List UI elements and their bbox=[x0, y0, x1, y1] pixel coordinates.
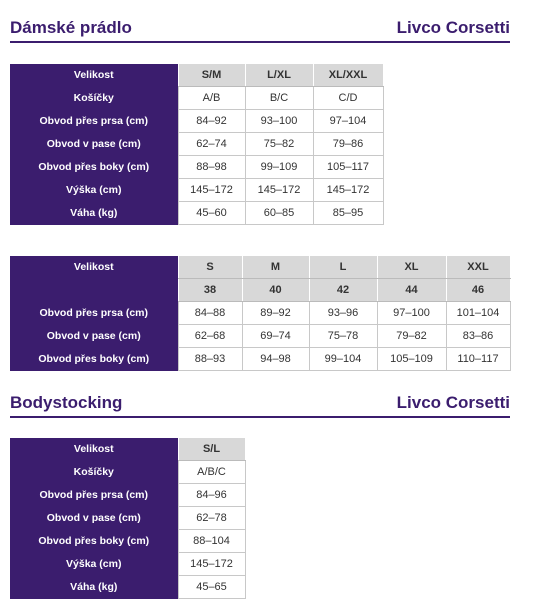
table-cell: C/D bbox=[313, 87, 383, 110]
table-cell: 84–88 bbox=[178, 302, 242, 325]
row-label: Obvod přes boky (cm) bbox=[10, 156, 178, 179]
table-row bbox=[10, 553, 245, 576]
table-cell: 60–85 bbox=[245, 202, 313, 225]
section-title: Dámské prádlo bbox=[10, 18, 132, 37]
section-title: Bodystocking bbox=[10, 393, 123, 412]
table-cell: 85–95 bbox=[313, 202, 383, 225]
table-cell: 88–93 bbox=[178, 348, 242, 371]
table-cell: 105–117 bbox=[313, 156, 383, 179]
size-header-cell: S bbox=[178, 256, 242, 279]
row-label: Košíčky bbox=[10, 87, 178, 110]
size-header-cell: XL bbox=[377, 256, 446, 279]
row-label: Košíčky bbox=[10, 461, 178, 484]
table-cell: 88–104 bbox=[178, 530, 245, 553]
row-label: Výška (cm) bbox=[10, 553, 178, 576]
table-cell: 145–172 bbox=[245, 179, 313, 202]
size-table-lingerie bbox=[10, 63, 384, 225]
size-header-cell: L bbox=[309, 256, 377, 279]
size-header-cell: S/M bbox=[178, 64, 245, 87]
size-table-bodystocking bbox=[10, 437, 246, 599]
table-cell: 89–92 bbox=[242, 302, 309, 325]
row-label: Obvod přes boky (cm) bbox=[10, 530, 178, 553]
table-cell: 45–60 bbox=[178, 202, 245, 225]
row-label: Obvod přes prsa (cm) bbox=[10, 110, 178, 133]
table-cell: 93–96 bbox=[309, 302, 377, 325]
table-cell: A/B/C bbox=[178, 461, 245, 484]
size-header-cell: S/L bbox=[178, 438, 245, 461]
table-cell: 110–117 bbox=[446, 348, 510, 371]
row-label: Velikost bbox=[10, 256, 178, 302]
table-cell: 79–82 bbox=[377, 325, 446, 348]
brand-name: Livco Corsetti bbox=[396, 18, 510, 37]
table-row bbox=[10, 133, 383, 156]
table-cell: 88–98 bbox=[178, 156, 245, 179]
table-row bbox=[10, 202, 383, 225]
size-header-cell: M bbox=[242, 256, 309, 279]
table-cell: 75–78 bbox=[309, 325, 377, 348]
row-label: Velikost bbox=[10, 64, 178, 87]
table-cell: 101–104 bbox=[446, 302, 510, 325]
row-label: Obvod přes prsa (cm) bbox=[10, 484, 178, 507]
table-cell: 105–109 bbox=[377, 348, 446, 371]
row-label: Obvod v pase (cm) bbox=[10, 507, 178, 530]
row-label: Velikost bbox=[10, 438, 178, 461]
size-table-lingerie-body bbox=[10, 64, 383, 225]
section-header-bodystocking bbox=[10, 393, 510, 418]
table-row bbox=[10, 325, 510, 348]
table-cell: 94–98 bbox=[242, 348, 309, 371]
eu-size-cell: 40 bbox=[242, 279, 309, 302]
table-row bbox=[10, 348, 510, 371]
row-label: Obvod v pase (cm) bbox=[10, 133, 178, 156]
eu-size-cell: 38 bbox=[178, 279, 242, 302]
table-cell: 83–86 bbox=[446, 325, 510, 348]
eu-size-cell: 44 bbox=[377, 279, 446, 302]
table-row bbox=[10, 302, 510, 325]
table-cell: B/C bbox=[245, 87, 313, 110]
table-cell: 145–172 bbox=[313, 179, 383, 202]
row-label: Váha (kg) bbox=[10, 202, 178, 225]
table-row bbox=[10, 507, 245, 530]
eu-size-cell: 42 bbox=[309, 279, 377, 302]
size-header-cell: XXL bbox=[446, 256, 510, 279]
row-label: Obvod v pase (cm) bbox=[10, 325, 178, 348]
table-row bbox=[10, 179, 383, 202]
table-row bbox=[10, 438, 245, 461]
eu-size-cell: 46 bbox=[446, 279, 510, 302]
table-cell: 79–86 bbox=[313, 133, 383, 156]
table-cell: 97–104 bbox=[313, 110, 383, 133]
table-row bbox=[10, 256, 510, 279]
table-cell: 93–100 bbox=[245, 110, 313, 133]
table-cell: 62–78 bbox=[178, 507, 245, 530]
table-cell: 62–68 bbox=[178, 325, 242, 348]
row-label: Obvod přes boky (cm) bbox=[10, 348, 178, 371]
table-cell: 97–100 bbox=[377, 302, 446, 325]
table-cell: 99–104 bbox=[309, 348, 377, 371]
size-table-bodystocking-body bbox=[10, 438, 245, 599]
table-cell: 62–74 bbox=[178, 133, 245, 156]
table-cell: 84–96 bbox=[178, 484, 245, 507]
table-row bbox=[10, 64, 383, 87]
table-cell: 75–82 bbox=[245, 133, 313, 156]
table-row bbox=[10, 530, 245, 553]
brand-name: Livco Corsetti bbox=[396, 393, 510, 412]
table-row bbox=[10, 110, 383, 133]
section-header-damske-pradlo bbox=[10, 18, 510, 43]
row-label: Obvod přes prsa (cm) bbox=[10, 302, 178, 325]
table-cell: 145–172 bbox=[178, 553, 245, 576]
size-table-eu-sizes-body bbox=[10, 256, 510, 371]
table-cell: 84–92 bbox=[178, 110, 245, 133]
table-cell: 45–65 bbox=[178, 576, 245, 599]
table-cell: 69–74 bbox=[242, 325, 309, 348]
table-cell: 99–109 bbox=[245, 156, 313, 179]
row-label: Váha (kg) bbox=[10, 576, 178, 599]
table-cell: A/B bbox=[178, 87, 245, 110]
table-row bbox=[10, 576, 245, 599]
size-table-eu-sizes bbox=[10, 255, 511, 371]
table-row bbox=[10, 461, 245, 484]
row-label: Výška (cm) bbox=[10, 179, 178, 202]
size-header-cell: L/XL bbox=[245, 64, 313, 87]
table-row bbox=[10, 156, 383, 179]
table-row bbox=[10, 87, 383, 110]
size-header-cell: XL/XXL bbox=[313, 64, 383, 87]
table-cell: 145–172 bbox=[178, 179, 245, 202]
table-row bbox=[10, 484, 245, 507]
